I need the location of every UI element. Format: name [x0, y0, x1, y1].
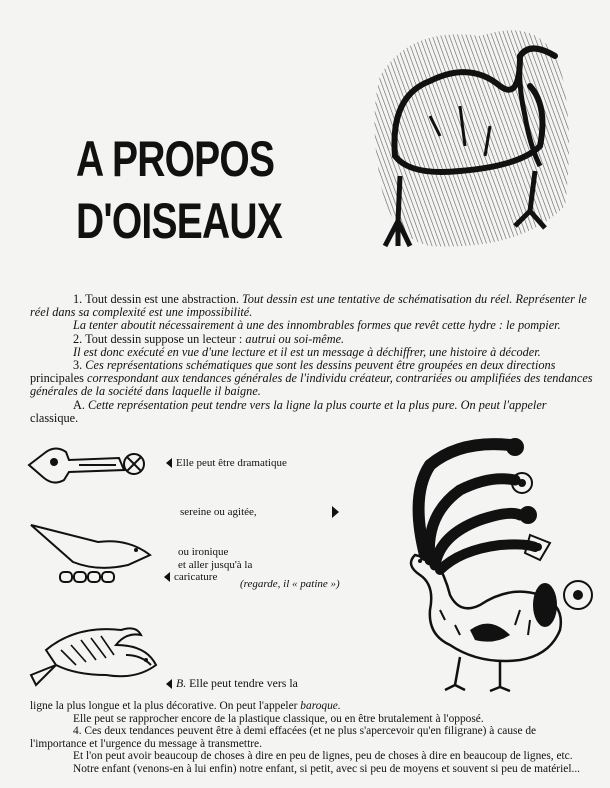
p3-a: 3. — [73, 358, 86, 373]
b3: 4. Ces deux tendances peuvent être à demi effacées (et ne plus s'apercevoir qu'en filigrane) à cause de l'importance et l'urgence du message à transmettre. — [30, 725, 537, 750]
caption-serene: sereine ou agitée, — [180, 506, 257, 518]
bottom-text — [30, 700, 594, 776]
caption-baroque-intro: B. Elle peut tendre vers la — [166, 677, 298, 690]
p1-b: Tout dessin est une tentative de schématisation du réel. Représenter le réel dans sa complexité est une impossibilité. — [30, 292, 587, 320]
b2: Elle peut se rapprocher encore de la plastique classique, ou en être brutalement à l'opposé. — [73, 712, 484, 725]
bird-drawing-caricature — [26, 620, 166, 690]
peacock-drawing-baroque — [400, 435, 600, 695]
pointer-left-icon — [164, 572, 170, 582]
pointer-right-icon — [332, 506, 339, 518]
p3-d: correspondant aux tendances générales de l'individu créateur, contrariées ou amplifiées des tendances générales de la société dans laquelle il baigne. — [30, 371, 593, 399]
pointer-left-icon — [166, 458, 172, 468]
pA-b: Cette représentation peut tendre vers la ligne la plus courte et la plus pure. On peut l'appeler — [88, 397, 547, 412]
b4: Et l'on peut avoir beaucoup de choses à dire en peu de lignes, peu de choses à dire en beaucoup de lignes, etc. — [73, 750, 573, 763]
bird-drawing-dramatic — [24, 440, 154, 490]
pA-c: classique. — [30, 410, 79, 425]
caption-patine: (regarde, il « patine ») — [240, 578, 340, 590]
p1-a: 1. Tout dessin est une abstraction. — [73, 292, 242, 306]
pointer-left-icon — [166, 679, 172, 689]
title-line-1: A PROPOS — [76, 131, 275, 187]
p3-b: Ces représentations schématiques que sont les dessins peuvent être groupées en deux directions — [85, 358, 556, 373]
bird-drawing-serene — [28, 520, 158, 590]
page-title — [76, 128, 282, 252]
p2-a: 2. Tout dessin suppose un lecteur : — [73, 331, 246, 346]
rock-art-bird-image — [370, 6, 580, 256]
caption-dramatic: Elle peut être dramatique — [166, 457, 287, 470]
b1-b: baroque. — [300, 700, 341, 712]
title-line-2: D'OISEAUX — [76, 193, 282, 249]
p3-c: principales — [30, 371, 88, 386]
p2-b: autrui ou soi-même. — [245, 331, 345, 346]
p2-c: Il est donc exécuté en vue d'une lecture et il est un message à déchiffrer, une histoire à décoder. — [73, 344, 541, 359]
p1-c: La tenter aboutit nécessairement à une des innombrables formes que revêt cette hydre : le pompier. — [73, 318, 561, 333]
b1-a: ligne la plus longue et la plus décorative. On peut l'appeler — [30, 700, 301, 712]
pA-a: A. — [73, 397, 89, 412]
intro-text — [30, 293, 594, 425]
caption-ironic: ou ironique et aller jusqu'à la caricature — [178, 546, 252, 584]
b5: Notre enfant (venons-en à lui enfin) notre enfant, si petit, avec si peu de moyens et souvent si peu de matériel... — [73, 762, 581, 775]
